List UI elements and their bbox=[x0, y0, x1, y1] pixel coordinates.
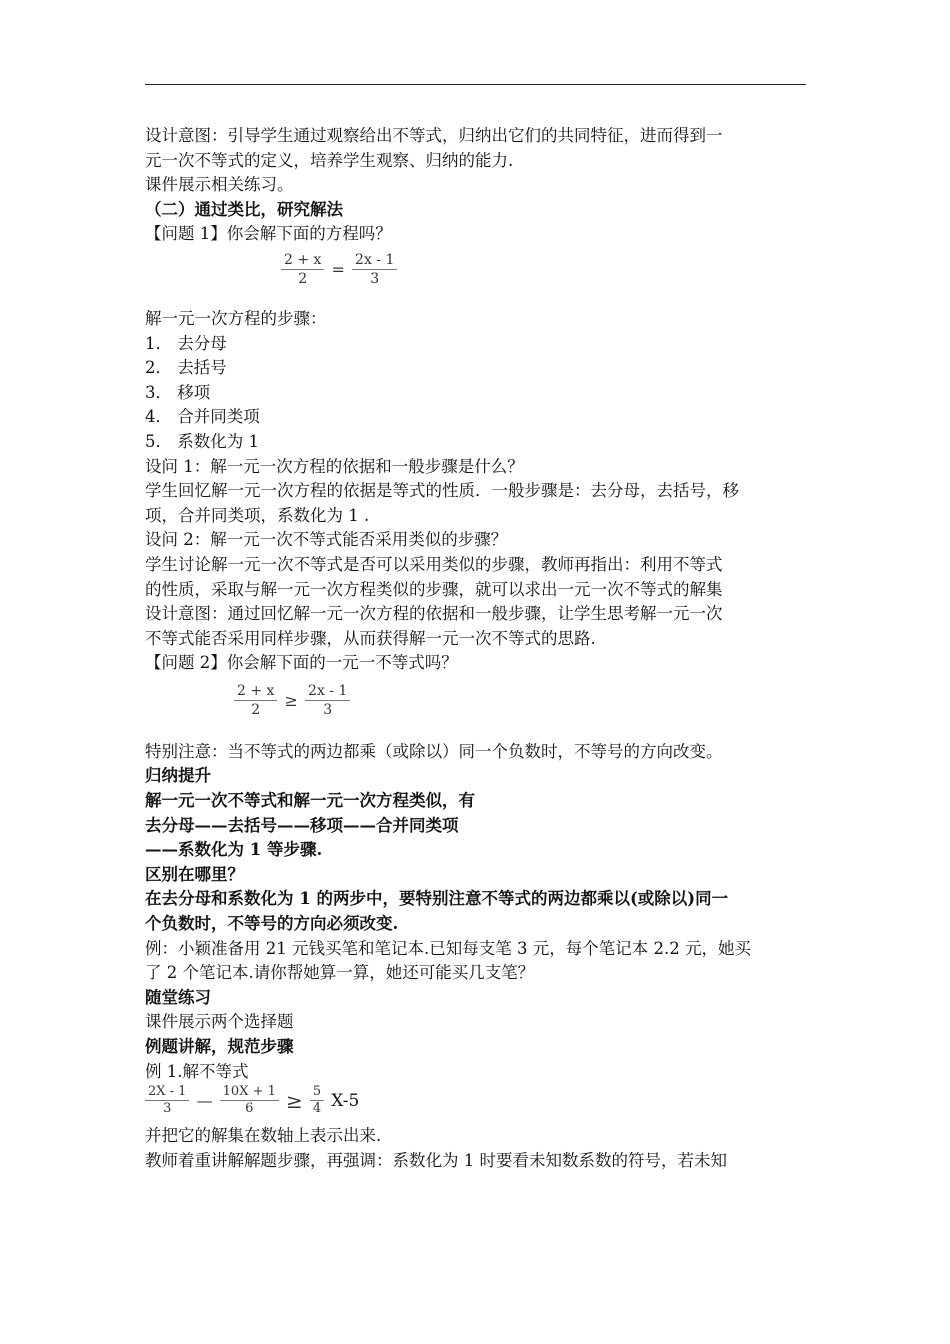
inequality-2-fraction-1 bbox=[145, 1084, 189, 1117]
fraction-numerator: 2X - 1 bbox=[145, 1084, 189, 1101]
fraction-numerator: 2x - 1 bbox=[305, 682, 350, 701]
fraction-numerator: 2x - 1 bbox=[352, 251, 397, 270]
text-line: 解一元一次方程的步骤： bbox=[145, 308, 327, 328]
text-line: 5． 系数化为 1 bbox=[145, 431, 259, 451]
paragraph-block-d bbox=[145, 1124, 807, 1173]
text-line: 不等式能否采用同样步骤，从而获得解一元一次不等式的思路. bbox=[145, 628, 596, 648]
bold-text-line: 在去分母和系数化为 1 的两步中，要特别注意不等式的两边都乘以(或除以)同一 bbox=[145, 889, 729, 909]
text-line: 课件展示两个选择题 bbox=[145, 1012, 294, 1032]
text-line: 并把它的解集在数轴上表示出来. bbox=[145, 1126, 382, 1146]
text-line: 的性质，采取与解一元一次方程类似的步骤，就可以求出一元一次不等式的解集 bbox=[145, 579, 723, 599]
bold-text-line: 解一元一次不等式和解一元一次方程类似，有 bbox=[145, 791, 475, 811]
paragraph-block-c bbox=[145, 740, 807, 1084]
text-line: 设计意图：通过回忆解一元一次方程的依据和一般步骤，让学生思考解一元一次 bbox=[145, 604, 723, 624]
equation-1-lhs-fraction bbox=[281, 251, 324, 288]
text-line: 4． 合并同类项 bbox=[145, 407, 260, 427]
text-line: 教师着重讲解解题步骤，再强调：系数化为 1 时要看未知数系数的符号，若未知 bbox=[145, 1150, 727, 1170]
text-line: 设问 2：解一元一次不等式能否采用类似的步骤？ bbox=[145, 530, 508, 550]
text-line: 了 2 个笔记本.请你帮她算一算，她还可能买几支笔？ bbox=[145, 963, 535, 983]
fraction-denominator: 4 bbox=[312, 1101, 322, 1117]
text-line: 例 1.解不等式 bbox=[145, 1061, 249, 1081]
document-body bbox=[145, 124, 807, 1173]
equals-sign: = bbox=[331, 259, 345, 279]
text-line: 特别注意：当不等式的两边都乘（或除以）同一个负数时，不等号的方向改变。 bbox=[145, 741, 723, 761]
text-line: 【问题 2】你会解下面的一元一不等式吗？ bbox=[145, 653, 458, 673]
bold-text-line: 随堂练习 bbox=[145, 987, 211, 1007]
text-line: 课件展示相关练习。 bbox=[145, 175, 294, 195]
fraction-denominator: 3 bbox=[163, 1101, 172, 1117]
text-line: 学生讨论解一元一次不等式是否可以采用类似的步骤，教师再指出：利用不等式 bbox=[145, 554, 723, 574]
bold-text-line: 例题讲解，规范步骤 bbox=[145, 1037, 294, 1056]
fraction-numerator: 2 + x bbox=[281, 251, 324, 270]
inequality-2-fraction-2 bbox=[220, 1084, 279, 1117]
fraction-denominator: 3 bbox=[323, 701, 333, 718]
inequality-2 bbox=[145, 1084, 807, 1124]
text-line: 3． 移项 bbox=[145, 382, 211, 402]
fraction-denominator: 6 bbox=[245, 1101, 254, 1117]
bold-text-line: 区别在哪里？ bbox=[145, 864, 244, 884]
paragraph-block-b bbox=[145, 307, 807, 676]
inequality-1-rhs-fraction bbox=[305, 682, 350, 719]
bold-text-line: 归纳提升 bbox=[145, 766, 211, 786]
text-line: 2． 去括号 bbox=[145, 358, 227, 378]
fraction-numerator: 5 bbox=[310, 1084, 324, 1101]
inequality-2-tail: X-5 bbox=[331, 1090, 360, 1111]
text-line: 元一次不等式的定义，培养学生观察、归纳的能力. bbox=[145, 150, 514, 170]
equation-1-rhs-fraction bbox=[352, 251, 397, 288]
text-line: 1． 去分母 bbox=[145, 333, 227, 353]
bold-text-line: ——系数化为 1 等步骤. bbox=[145, 840, 323, 860]
text-line: 项，合并同类项，系数化为 1 . bbox=[145, 505, 370, 525]
bold-text-line: 去分母——去括号——移项——合并同类项 bbox=[145, 815, 459, 835]
fraction-numerator: 2 + x bbox=[234, 682, 277, 701]
equation-1 bbox=[145, 247, 807, 307]
text-line: 例：小颖准备用 21 元钱买笔和笔记本.已知每支笔 3 元，每个笔记本 2.2 元，她买 bbox=[145, 938, 751, 958]
fraction-denominator: 2 bbox=[251, 701, 261, 718]
text-line: 【问题 1】你会解下面的方程吗？ bbox=[145, 224, 392, 244]
bold-text-line: 个负数时，不等号的方向必须改变. bbox=[145, 914, 399, 934]
fraction-denominator: 2 bbox=[298, 270, 308, 287]
bold-text-line: （二）通过类比，研究解法 bbox=[145, 199, 343, 219]
text-line: 设计意图：引导学生通过观察给出不等式，归纳出它们的共同特征，进而得到一 bbox=[145, 126, 723, 145]
inequality-2-fraction-3 bbox=[310, 1084, 324, 1117]
text-line: 设问 1：解一元一次方程的依据和一般步骤是什么？ bbox=[145, 456, 524, 476]
inequality-1-lhs-fraction bbox=[234, 682, 277, 719]
fraction-numerator: 10X + 1 bbox=[220, 1084, 279, 1101]
paragraph-block-a bbox=[145, 124, 807, 247]
greater-equal-sign: ≥ bbox=[285, 1088, 303, 1113]
text-line: 学生回忆解一元一次方程的依据是等式的性质．一般步骤是：去分母，去括号，移 bbox=[145, 481, 739, 501]
fraction-denominator: 3 bbox=[370, 270, 380, 287]
header-rule bbox=[145, 84, 806, 85]
inequality-1 bbox=[145, 676, 807, 740]
greater-equal-sign: ≥ bbox=[284, 690, 298, 710]
minus-sign: — bbox=[196, 1091, 213, 1111]
